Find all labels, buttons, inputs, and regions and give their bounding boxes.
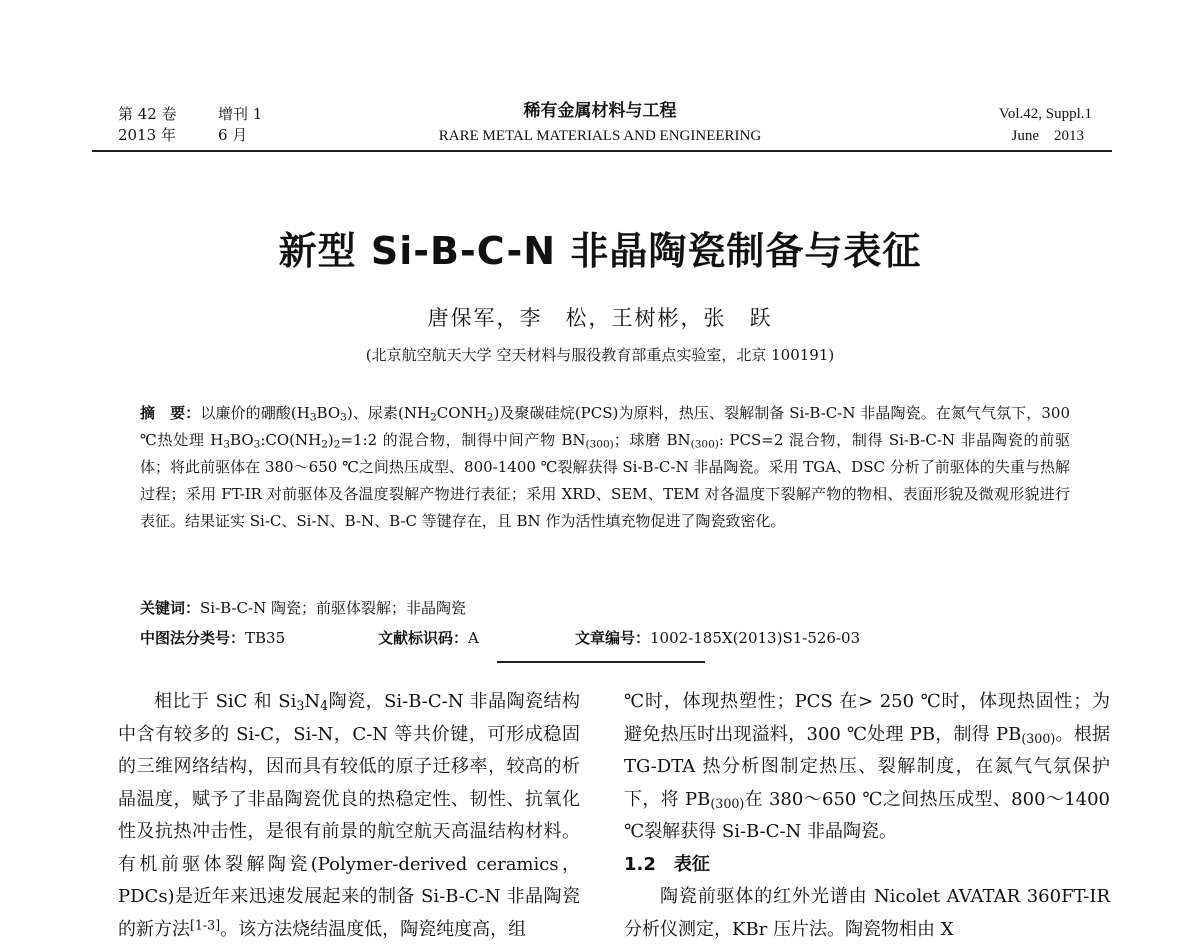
abstract-label: 摘 要： [140, 404, 201, 422]
abstract: 摘 要：以廉价的硼酸$(H_3BO_3)$、尿素$(NH_2CONH_2)$及聚碳硅烷(PCS)为原料，热压、裂解制备 Si-B-C-N 非晶陶瓷。在氮气气氛下，300 ℃热处理 $H_3BO_3:CO(NH_2)_2=1:2$ 的混合物，制得中间产物 $BN_{(300)}$；球磨 $BN_{(300)}$: PCS=2 混合物，制得 Si-B-C-N 非晶陶瓷的前驱体；将此前驱体在 380～650 ℃之间热压成型、800-1400 ℃裂解获得 Si-B-C-N 非晶陶瓷。采用 TGA、DSC 分析了前驱体的失重与热解过程；采用 FT-IR 对前驱体及各温度裂解产物进行表征；采用 XRD、SEM、TEM 对各温度下裂解产物的物相、表面形貌及微观形貌进行表征。结果证实 Si-C、Si-N、B-N、B-C 等键存在，且 BN 作为活性填充物促进了陶瓷致密化。 [140, 404, 1070, 530]
affiliation: (北京航空航天大学 空天材料与服役教育部重点实验室，北京 100191) [365, 346, 835, 364]
abstract-rule [497, 661, 705, 663]
month-cn: 6 月 [218, 126, 248, 144]
keywords-text: Si-B-C-N 陶瓷；前驱体裂解；非晶陶瓷 [200, 599, 466, 617]
volume-en: Vol.42, Suppl.1 [998, 106, 1092, 122]
characterization-paragraph: 陶瓷前驱体的红外光谱由 Nicolet AVATAR 360FT-IR 分析仪测定，KBr 压片法。陶瓷物相由 X [624, 886, 1110, 940]
citation-ref: [1-3] [190, 916, 221, 932]
journal-name-en: RARE METAL MATERIALS AND ENGINEERING [438, 128, 762, 144]
clc-number: 中图法分类号：TB35 [140, 629, 286, 647]
method-paragraph: ℃时，体现热塑性；PCS 在> 250 ℃时，体现热固性；为避免热压时出现溢料，300 ℃处理 PB，制得 $PB_{(300)}$。根据 TG-DTA 热分析图制定热压、裂解制度，在氮气气氛保护下，将 $PB_{(300)}$在 380～650 ℃之间热压成型、800～1400 ℃裂解获得 Si-B-C-N 非晶陶瓷。 [624, 691, 1111, 842]
keywords-label: 关键词： [140, 599, 201, 617]
article-number: 文章编号：1002-185X(2013)S1-526-03 [575, 629, 861, 647]
supplement-cn: 增刊 1 [218, 105, 263, 123]
author-list: 唐保军，李 松，王树彬，张 跃 [427, 306, 773, 330]
header-rule [92, 150, 1112, 152]
year-cn: 2013 年 [118, 126, 176, 144]
intro-paragraph: 相比于 SiC 和 $Si_3N_4$陶瓷，Si-B-C-N 非晶陶瓷结构中含有较多的 Si-C，Si-N，C-N 等共价键，可形成稳固的三维网络结构，因而具有较低的原子迁移率，较高的析晶温度，赋予了非晶陶瓷优良的热稳定性、韧性、抗氧化性及抗热冲击性，是很有前景的航空航天高温结构材料。有机前驱体裂解陶瓷(Polymer-derived ceramics，PDCs)是近年来迅速发展起来的制备 Si-B-C-N 非晶陶瓷的新方法[1-3]。该方法烧结温度低，陶瓷纯度高，组 [118, 691, 580, 940]
section-heading: 1.2 表征 [624, 853, 710, 875]
paper-title: 新型 Si-B-C-N 非晶陶瓷制备与表征 [278, 229, 922, 273]
body-left-column [118, 686, 580, 946]
date-en: June 2013 [1011, 128, 1084, 144]
body-right-column [624, 686, 1110, 946]
journal-name-cn: 稀有金属材料与工程 [523, 101, 677, 121]
document-code: 文献标识码：A [378, 629, 479, 647]
volume-cn: 第 42 卷 [118, 105, 177, 123]
keywords [140, 596, 466, 620]
